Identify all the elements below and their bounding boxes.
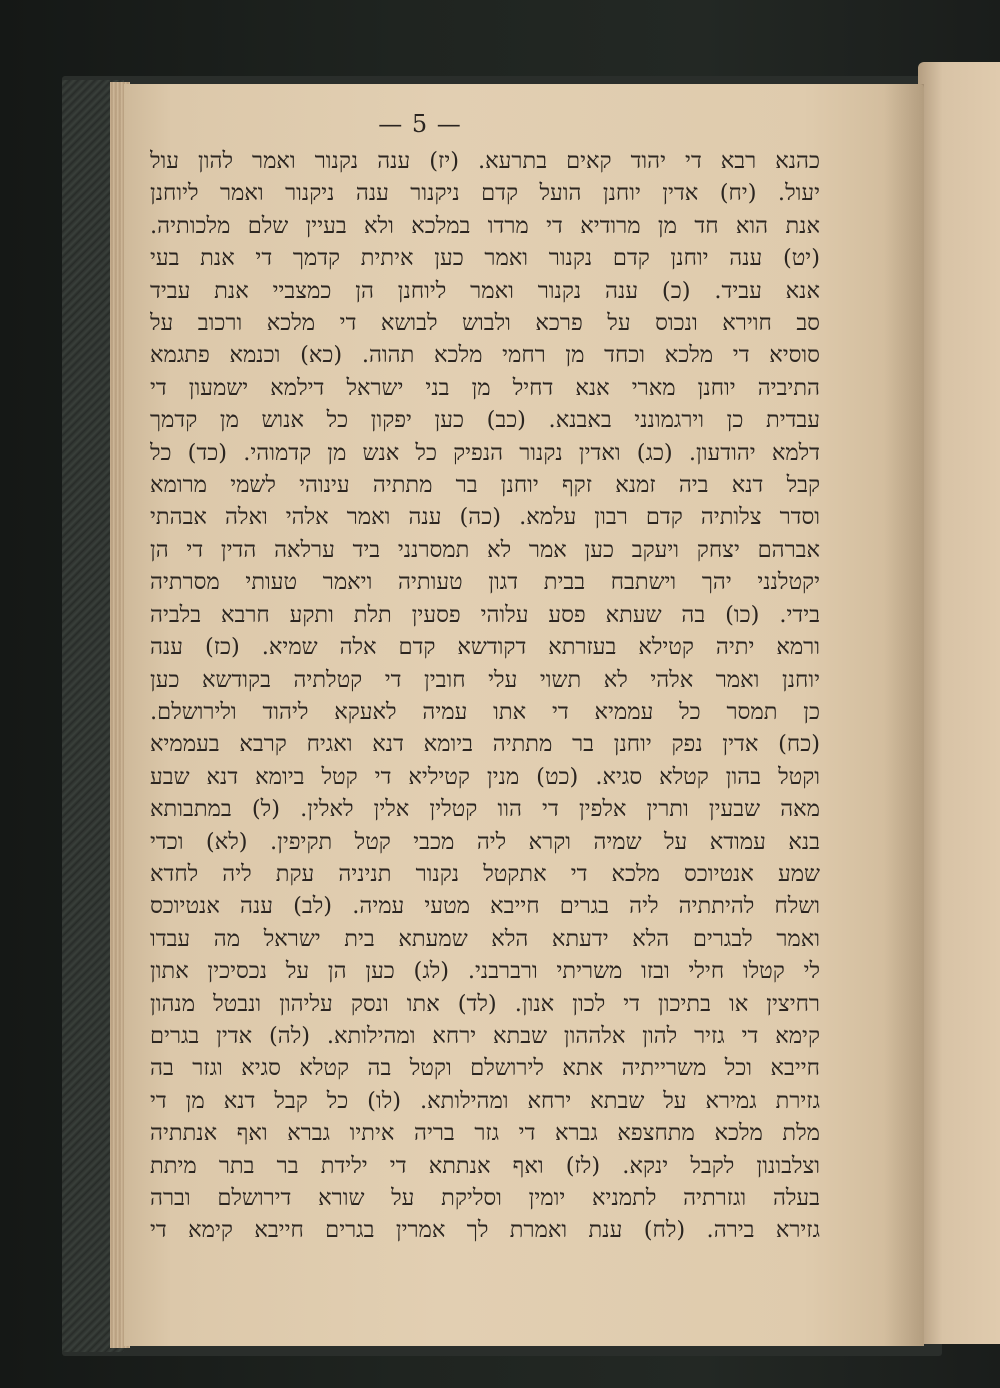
text-line: גזירת גמירא על שבתא ירחא ומהילותא. (לו) כל קבל דנא מן די <box>150 1087 820 1114</box>
text-line: עבדית כן וירגמונני באבנא. (כב) כען יפקון כל אנוש מן קדמך <box>150 407 820 434</box>
text-line: בעלה וגזרתיה לתמניא יומין וסליקת על שורא דירושלם וברה <box>150 1185 820 1211</box>
text-line: קבל דנא ביה זמנא זקף יוחנן בר מתתיה עינוהי לשמי מרומא <box>150 472 820 499</box>
text-line: וקטל בהון קטלא סגיא. (כט) מנין קטיליא די קטל ביומא דנא שבע <box>150 763 820 790</box>
facing-page <box>918 62 1000 1344</box>
gutter-shadow <box>884 84 924 1346</box>
text-line: סב חוירא ונכוס על פרכא ולבוש לבושא די מלכא ורכוב על <box>150 310 820 337</box>
text-line: רחיצין או בתיכון די לכון אנון. (לד) אתו ונסק עליהון ונבטל מנהון <box>150 990 820 1017</box>
text-line: סוסיא די מלכא וכחד מן רחמי מלכא תהוה. (כא) וכנמא פתגמא <box>150 342 820 369</box>
text-line: אנא עביד. (כ) ענה נקנור ואמר ליוחנן הן כמצביי אנת עביד <box>150 277 820 304</box>
text-line: קימא די גזיר להון אלההון שבתא ירחא ומהילותא. (לה) אדין בגרים <box>150 1022 820 1049</box>
text-line: בנא עמודא על שמיה וקרא ליה מכבי קטל תקיפין. (לא) וכדי <box>150 828 820 855</box>
text-line: התיביה יוחנן מארי אנא דחיל מן בני ישראל דילמא ישמעון די <box>150 374 820 401</box>
page-number: — 5 — <box>378 110 462 138</box>
text-line: ואמר לבגרים הלא ידעתא הלא שמעתא בית ישראל מה עבדו <box>150 925 820 952</box>
text-line: (כח) אדין נפק יוחנן בר מתתיה ביומא דנא ואגיח קרבא בעממיא <box>150 731 820 758</box>
text-line: אנת הוא חד מן מרודיא די מרדו במלכא ולא בעיין שלם מלכותיה. <box>150 212 820 239</box>
text-line: דלמא יהודעון. (כג) ואדין נקנור הנפיק כל אנש מן קדמוהי. (כד) כל <box>150 439 820 466</box>
text-line: בידי. (כו) בה שעתא פסע עלוהי פסעין תלת ותקע חרבא בלביה <box>150 601 820 628</box>
text-line: יקטלנני יהך וישתבח בבית דגון טעותיה ויאמר טעותי מסרתיה <box>150 569 820 596</box>
text-line: וסדר צלותיה קדם רבון עלמא. (כה) ענה ואמר אלהי ואלה אבהתי <box>150 504 820 531</box>
text-line: גזירא בירה. (לח) ענת ואמרת לך אמרין בגרים חייבא קימא די <box>150 1217 820 1244</box>
text-line: יוחנן ואמר אלהי לא תשוי עלי חובין די קטלתיה בקודשא כען <box>150 666 820 693</box>
text-line: כן תמסר כל עממיא די אתו עמיה לאעקא ליהוד ולירושלם. <box>150 698 820 725</box>
text-line: חייבא וכל משרייתיה אתא לירושלם וקטל בה קטלא סגיא וגזר בה <box>150 1055 820 1082</box>
text-line: ושלח להיתתיה ליה בגרים חייבא מטעי עמיה. (לב) ענה אנטיוכס <box>150 893 820 920</box>
text-line: מאה שבעין ותרין אלפין די הוו קטלין אלין לאלין. (ל) במתבותא <box>150 796 820 823</box>
text-line: שמע אנטיוכס מלכא די אתקטל נקנור תניניה עקת ליה לחדא <box>150 860 820 887</box>
text-line: וצלבונון לקבל ינקא. (לז) ואף אנתתא די ילידת בר בתר מיתת <box>150 1152 820 1179</box>
text-line: מלת מלכא מתחצפא גברא די גזר בריה איתיו גברא ואף אנתתיה <box>150 1120 820 1147</box>
text-line: ורמא יתיה קטילא בעזרתא דקודשא קדם אלה שמיא. (כז) ענה <box>150 634 820 661</box>
text-line: לי קטלו חילי ובזו משריתי ורברבני. (לג) כען הן על נכסיכין אתון <box>150 958 820 985</box>
text-line: יעול. (יח) אדין יוחנן הועל קדם ניקנור ענה ניקנור ואמר ליוחנן <box>150 180 820 207</box>
text-line: כהנא רבא די יהוד קאים בתרעא. (יז) ענה נקנור ואמר להון עול <box>150 148 820 174</box>
text-line: (יט) ענה יוחנן קדם נקנור ואמר כען איתית קדמך די אנת בעי <box>150 245 820 272</box>
text-line: אברהם יצחק ויעקב כען אמר לא תמסרנני ביד ערלאה הדין די הן <box>150 536 820 563</box>
page-text <box>150 145 820 1247</box>
